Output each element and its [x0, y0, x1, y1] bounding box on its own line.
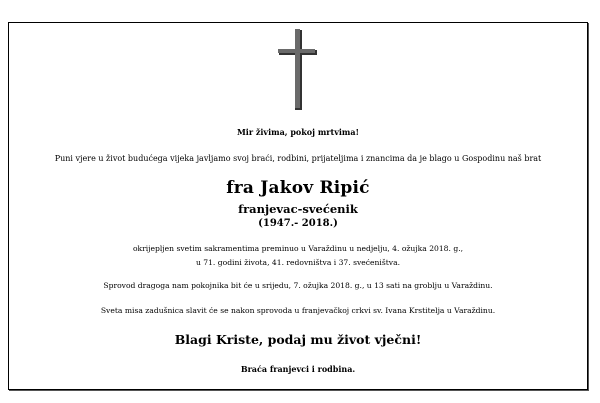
- death-details-line-1: okrijepljen svetim sakramentima preminuo u Varaždinu u nedjelju, 4. ožujka 2018. g.,: [132, 244, 464, 253]
- prayer-text: Blagi Kriste, podaj mu život vječni!: [174, 332, 422, 347]
- death-details-line-2: u 71. godini života, 41. redovništva i 37. svećeništva.: [195, 258, 401, 267]
- mass-info: Sveta misa zadušnica slavit će se nakon sprovoda u franjevačkoj crkvi sv. Ivana Krstitelja u Varaždinu.: [100, 306, 496, 315]
- signature-text: Braća franjevci i rodbina.: [240, 364, 356, 374]
- greeting-text: Mir živima, pokoj mrtvima!: [236, 127, 360, 137]
- deceased-name: fra Jakov Ripić: [226, 178, 370, 198]
- deceased-role: franjevac-svećenik: [238, 202, 358, 216]
- death-details: [9, 242, 587, 270]
- life-years: (1947.- 2018.): [258, 218, 338, 229]
- intro-text: Puni vjere u život budućega vijeka javljamo svoj braći, rodbini, prijateljima i znancima da je blago u Gospodinu naš brat: [54, 154, 542, 163]
- obituary-notice: [8, 22, 588, 390]
- cross-icon: [278, 29, 318, 111]
- funeral-info: Sprovod dragoga nam pokojnika bit će u srijedu, 7. ožujka 2018. g., u 13 sati na groblju u Varaždinu.: [103, 281, 493, 290]
